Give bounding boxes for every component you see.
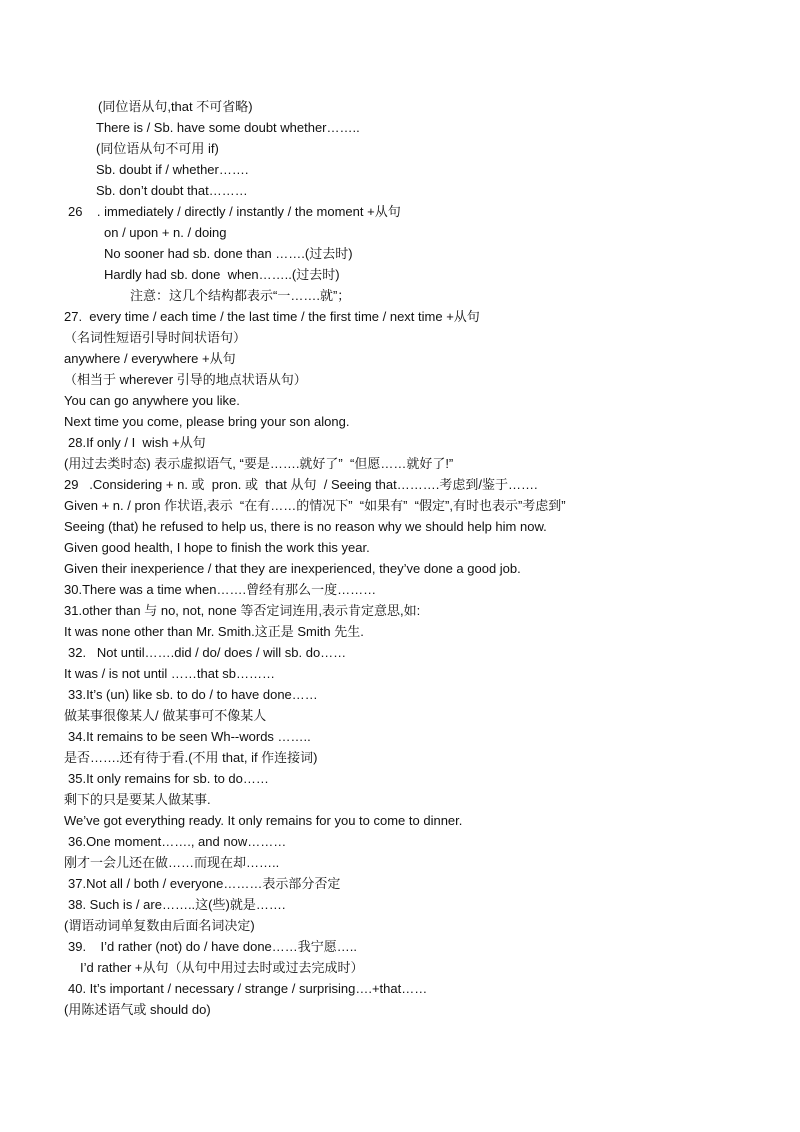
text-line: 30.There was a time when…….曾经有那么一度………	[64, 582, 377, 597]
text-line: 34.It remains to be seen Wh--words ……..	[68, 729, 311, 744]
text-line: 38. Such is / are……..这(些)就是…….	[68, 897, 286, 912]
text-line: 32. Not until…….did / do/ does / will sb. do……	[68, 645, 347, 660]
text-line: It was / is not until ……that sb………	[64, 666, 275, 681]
text-line: There is / Sb. have some doubt whether……..	[96, 120, 360, 135]
text-line: Given their inexperience / that they are inexperienced, they’ve done a good job.	[64, 561, 521, 576]
text-line: I’d rather +从句（从句中用过去时或过去完成时）	[80, 960, 364, 975]
text-line: (同位语从句,that 不可省略)	[98, 99, 253, 114]
text-line: Seeing (that) he refused to help us, there is no reason why we should help him now.	[64, 519, 547, 534]
text-line: We’ve got everything ready. It only remains for you to come to dinner.	[64, 813, 463, 828]
text-line: You can go anywhere you like.	[64, 393, 240, 408]
text-line: Sb. doubt if / whether…….	[96, 162, 249, 177]
text-line: （名词性短语引导时间状语句）	[64, 330, 247, 345]
text-line: 注意：这几个结构都表示“一…….就”；	[130, 288, 351, 303]
text-line: 29 .Considering + n. 或 pron. 或 that 从句 / Seeing that……….考虑到/鉴于…….	[64, 477, 538, 492]
text-line: It was none other than Mr. Smith.这正是 Smith 先生.	[64, 624, 364, 639]
text-line: 26 . immediately / directly / instantly / the moment +从句	[68, 204, 401, 219]
text-line: 35.It only remains for sb. to do……	[68, 771, 269, 786]
text-line: 39. I’d rather (not) do / have done……我宁愿…..	[68, 939, 358, 954]
text-line: （相当于 wherever 引导的地点状语从句）	[64, 372, 307, 387]
text-line: 36.One moment……., and now………	[68, 834, 287, 849]
text-line: Given + n. / pron 作状语,表示 “在有……的情况下” “如果有” “假定”,有时也表示”考虑到”	[64, 498, 566, 513]
text-line: Hardly had sb. done when……..(过去时)	[104, 267, 340, 282]
text-line: 31.other than 与 no, not, none 等否定词连用,表示肯定意思,如:	[64, 603, 421, 618]
text-line: 40. It’s important / necessary / strange / surprising….+that……	[68, 981, 428, 996]
text-line: 28.If only / I wish +从句	[68, 435, 206, 450]
text-line: (谓语动词单复数由后面名词决定)	[64, 918, 255, 933]
text-line: Next time you come, please bring your son along.	[64, 414, 350, 429]
text-line: 剩下的只是要某人做某事.	[64, 792, 211, 807]
text-line: Given good health, I hope to finish the work this year.	[64, 540, 370, 555]
text-line: 是否…….还有待于看.(不用 that, if 作连接词)	[64, 750, 318, 765]
text-line: 27. every time / each time / the last time / the first time / next time +从句	[64, 309, 480, 324]
text-line: 37.Not all / both / everyone………表示部分否定	[68, 876, 341, 891]
text-line: 做某事很像某人/ 做某事可不像某人	[64, 708, 267, 723]
text-line: 33.It’s (un) like sb. to do / to have done……	[68, 687, 318, 702]
text-line: (同位语从句不可用 if)	[96, 141, 219, 156]
text-line: (用过去类时态) 表示虚拟语气, “要是…….就好了” “但愿……就好了!”	[64, 456, 454, 471]
text-line: 刚才一会儿还在做……而现在却……..	[64, 855, 280, 870]
text-line: (用陈述语气或 should do)	[64, 1002, 211, 1017]
text-line: Sb. don’t doubt that………	[96, 183, 248, 198]
text-line: anywhere / everywhere +从句	[64, 351, 236, 366]
text-line: No sooner had sb. done than …….(过去时)	[104, 246, 353, 261]
text-line: on / upon + n. / doing	[104, 225, 227, 240]
